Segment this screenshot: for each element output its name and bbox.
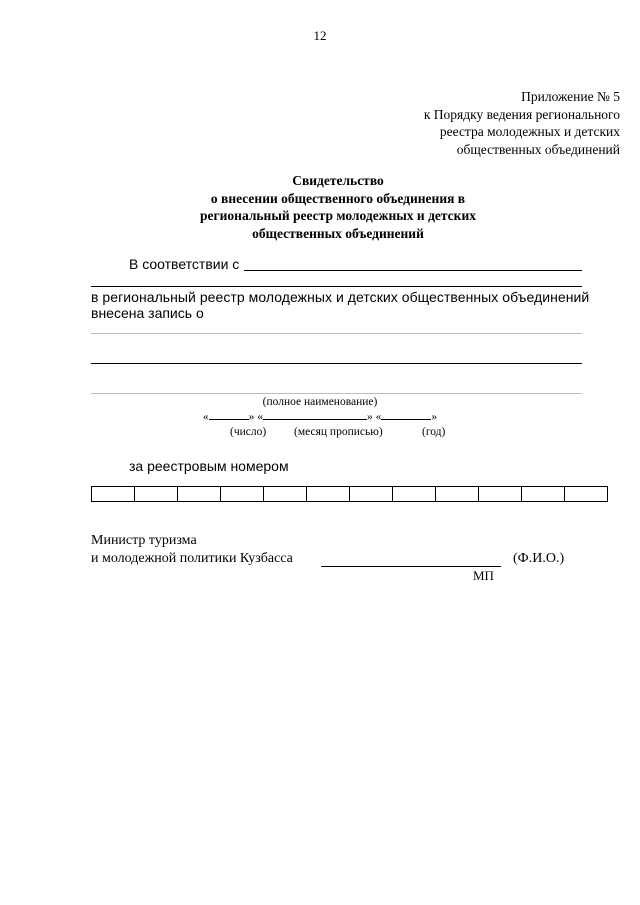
- year-caption: (год): [422, 426, 446, 438]
- registry-number-cell[interactable]: [221, 487, 264, 502]
- title-line: Свидетельство: [292, 173, 384, 188]
- organization-name-line[interactable]: [91, 393, 582, 394]
- accordance-fill-line[interactable]: [244, 270, 582, 271]
- year-field[interactable]: [381, 410, 431, 420]
- fio-label: (Ф.И.О.): [513, 551, 565, 566]
- registry-number-grid: [91, 486, 608, 502]
- appendix-line: общественных объединений: [456, 141, 620, 157]
- registry-number-cell[interactable]: [264, 487, 307, 502]
- quote-open: «: [202, 411, 209, 423]
- organization-name-line[interactable]: [91, 363, 582, 364]
- registry-number-cell[interactable]: [92, 487, 135, 502]
- registry-number-label: за реестровым номером: [129, 458, 289, 474]
- registry-number-cell[interactable]: [135, 487, 178, 502]
- document-title: [90, 172, 586, 242]
- appendix-line: Приложение № 5: [521, 89, 620, 104]
- registry-number-cell[interactable]: [350, 487, 393, 502]
- quote-close: »: [248, 411, 255, 423]
- title-line: региональный реестр молодежных и детских: [200, 208, 476, 223]
- date-fields: [0, 410, 640, 423]
- accordance-label: В соответствии с: [129, 256, 240, 272]
- quote-close: »: [367, 411, 373, 423]
- minister-title-line: Министр туризма: [91, 533, 197, 548]
- stamp-place-label: МП: [473, 568, 494, 583]
- appendix-line: реестра молодежных и детских: [439, 124, 620, 139]
- month-caption: (месяц прописью): [294, 426, 383, 438]
- organization-name-line[interactable]: [91, 333, 582, 334]
- registry-number-cell[interactable]: [479, 487, 522, 502]
- registry-number-cell[interactable]: [522, 487, 565, 502]
- day-caption: (число): [230, 426, 267, 438]
- signature-line[interactable]: [321, 566, 501, 567]
- appendix-reference: [330, 88, 620, 158]
- registry-number-row: [92, 487, 608, 502]
- registry-number-cell[interactable]: [393, 487, 436, 502]
- full-name-caption: (полное наименование): [262, 396, 378, 408]
- registry-number-cell[interactable]: [307, 487, 350, 502]
- appendix-line: к Порядку ведения регионального: [423, 106, 620, 122]
- minister-title-line: и молодежной политики Кузбасса: [91, 551, 293, 566]
- registry-number-cell[interactable]: [565, 487, 608, 502]
- registry-text-line: внесена запись о: [91, 305, 204, 321]
- registry-text-line: в региональный реестр молодежных и детских общественных объединений: [91, 289, 590, 305]
- accordance-fill-line-2[interactable]: [91, 286, 582, 287]
- registry-number-cell[interactable]: [178, 487, 221, 502]
- title-line: о внесении общественного объединения в: [210, 190, 466, 206]
- page-number: 12: [313, 28, 327, 43]
- quote-close: »: [431, 411, 438, 423]
- quote-open: «: [257, 411, 263, 423]
- day-field[interactable]: [209, 410, 249, 420]
- title-line: общественных объединений: [252, 225, 424, 241]
- quote-open: «: [375, 411, 382, 423]
- month-field[interactable]: [263, 410, 367, 420]
- registry-number-cell[interactable]: [436, 487, 479, 502]
